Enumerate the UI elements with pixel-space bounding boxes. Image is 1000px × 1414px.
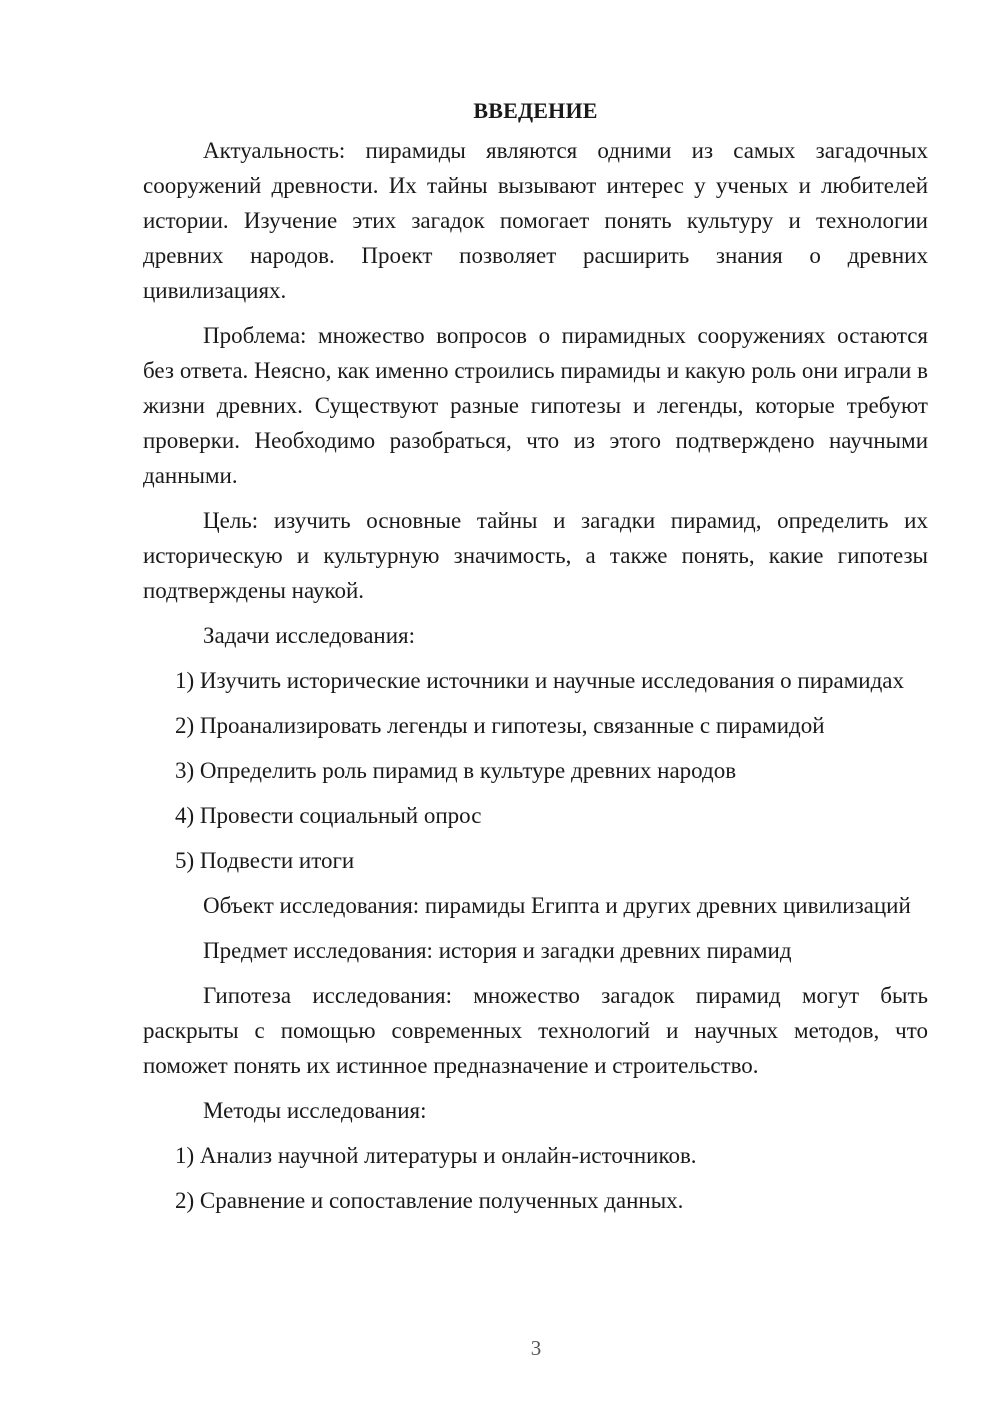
problem-paragraph: Проблема: множество вопросов о пирамидных сооружениях остаются без ответа. Неясно, как именно строились пирамиды и какую роль они играли в жизни древних. Существуют разные гипотезы и легенды, которые требуют проверки. Необходимо разобраться, что из этого подтверждено научными данными. [143, 323, 928, 488]
page-number: 3 [530, 1336, 542, 1360]
task-item: 5) Подвести итоги [175, 848, 355, 873]
hypothesis-paragraph: Гипотеза исследования: множество загадок пирамид могут быть раскрыты с помощью современных технологий и научных методов, что поможет понять их истинное предназначение и строительство. [143, 983, 928, 1078]
section-title: ВВЕДЕНИЕ [473, 98, 598, 123]
object-paragraph: Объект исследования: пирамиды Египта и других древних цивилизаций [203, 893, 911, 918]
page-content [143, 94, 928, 1228]
task-item: 1) Изучить исторические источники и научные исследования о пирамидах [175, 668, 905, 693]
task-item: 3) Определить роль пирамид в культуре древних народов [175, 758, 737, 783]
goal-paragraph: Цель: изучить основные тайны и загадки пирамид, определить их историческую и культурную значимость, а также понять, какие гипотезы подтверждены наукой. [143, 508, 928, 603]
tasks-heading: Задачи исследования: [203, 623, 416, 648]
method-item: 1) Анализ научной литературы и онлайн-источников. [175, 1143, 697, 1168]
methods-heading: Методы исследования: [203, 1098, 427, 1123]
task-item: 4) Провести социальный опрос [175, 803, 482, 828]
actuality-paragraph: Актуальность: пирамиды являются одними из самых загадочных сооружений древности. Их тайны вызывают интерес у ученых и любителей истории. Изучение этих загадок помогает понять культуру и технологии древних народов. Проект позволяет расширить знания о древних цивилизациях. [143, 138, 928, 303]
method-item: 2) Сравнение и сопоставление полученных данных. [175, 1188, 684, 1213]
subject-paragraph: Предмет исследования: история и загадки древних пирамид [203, 938, 792, 963]
task-item: 2) Проанализировать легенды и гипотезы, связанные с пирамидой [175, 713, 825, 738]
